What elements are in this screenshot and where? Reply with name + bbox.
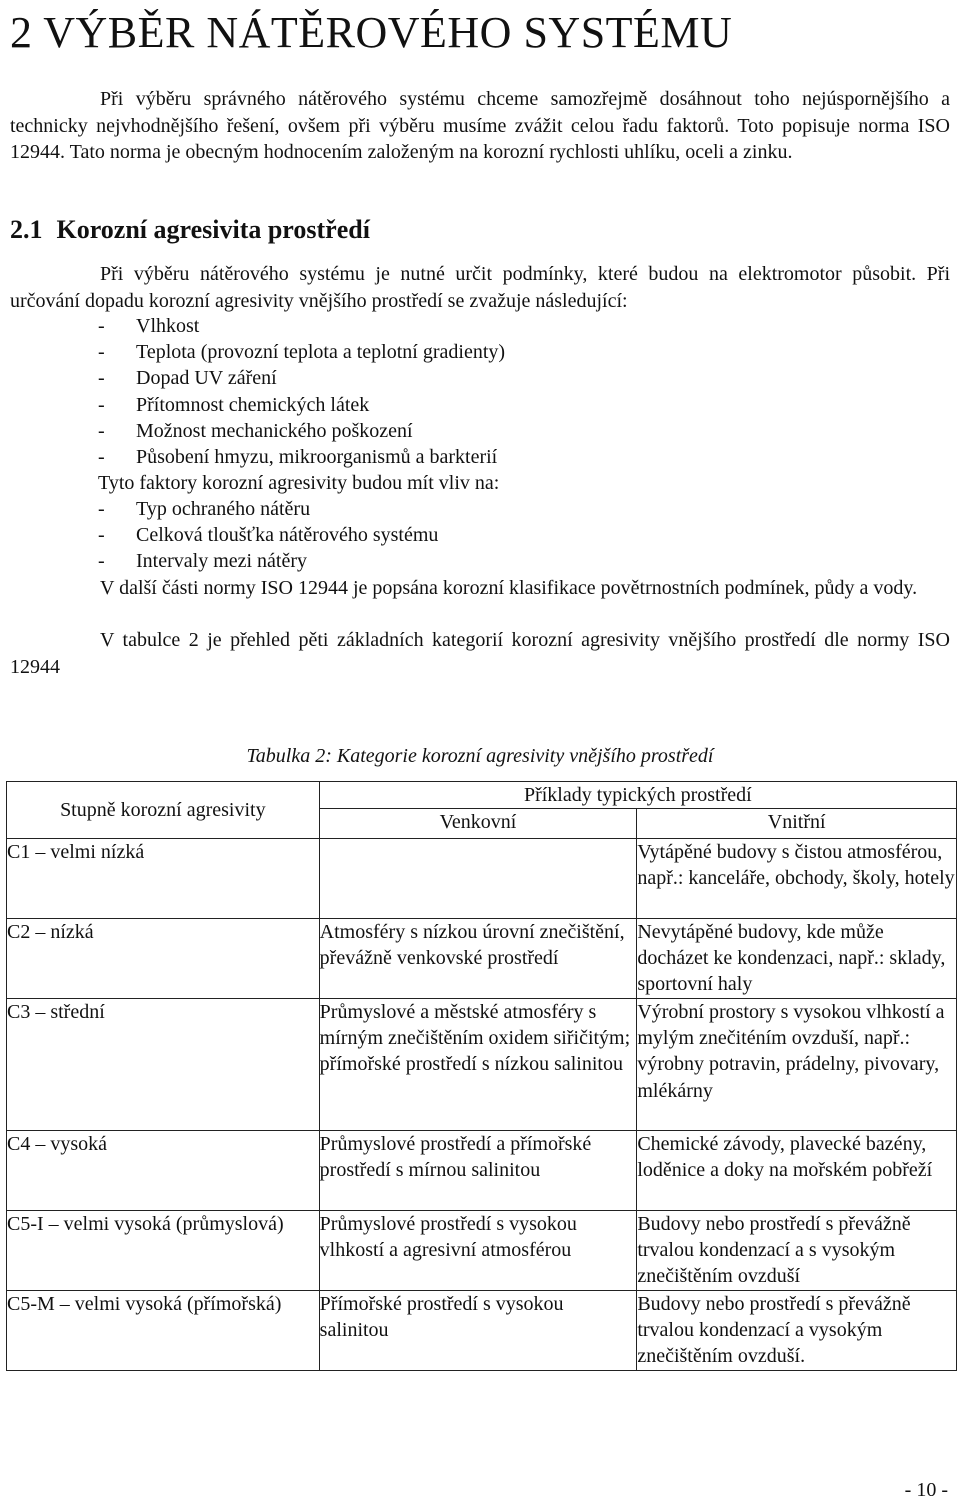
section-heading	[10, 213, 370, 247]
chapter-heading: 2 VÝBĚR NÁTĚROVÉHO SYSTÉMU	[10, 8, 733, 57]
section-paragraph-1-text: Při výběru nátěrového systému je nutné určit podmínky, které budou na elektromotor působit. Při určování dopadu korozní agresivity vnějšího prostředí se zvažuje následující:	[10, 263, 950, 312]
list-item: - Typ ochraného nátěru	[98, 498, 311, 520]
table-header-row	[7, 782, 957, 809]
effects-intro: Tyto faktory korozní agresivity budou mít vliv na:	[98, 472, 500, 494]
list-item: - Vlhkost	[98, 315, 200, 337]
table-row: C5-M – velmi vysoká (přímořská) Přímořské prostředí s vysokou salinitou Budovy nebo prostředí s převážně trvalou kondenzací a vysokým znečištěním ovzduší.	[7, 1291, 957, 1371]
table-row: C5-I – velmi vysoká (průmyslová) Průmyslové prostředí s vysokou vlhkostí a agresivní atmosférou Budovy nebo prostředí s převážně trvalou kondenzací a s vysokým znečištěním ovzduší	[7, 1211, 957, 1291]
section-number: 2.1	[10, 215, 43, 244]
table-row: C3 – střední Průmyslové a městské atmosféry s mírným znečištěním oxidem siřičitým; přímořské prostředí s nízkou salinitou Výrobní prostory s vysokou vlhkostí a mylým znečiténím ovzduší, např.: výrobny potravin, prádelny, pivovary, mlékárny	[7, 999, 957, 1131]
list-item: - Celková tloušťka nátěrového systému	[98, 524, 439, 547]
header-indoor: Vnitřní	[637, 809, 957, 839]
corrosivity-table	[6, 781, 957, 1371]
list-item: - Teplota (provozní teplota a teplotní gradienty)	[98, 341, 506, 364]
list-item: - Přítomnost chemických látek	[98, 393, 370, 416]
page-number: - 10 -	[904, 1479, 948, 1501]
header-degree: Stupně korozní agresivity	[7, 782, 320, 839]
intro-paragraph	[10, 86, 950, 166]
table-caption: Tabulka 2: Kategorie korozní agresivity vnějšího prostředí	[246, 745, 714, 767]
header-outdoor: Venkovní	[319, 809, 637, 839]
list-item: - Intervaly mezi nátěry	[98, 550, 308, 573]
intro-text: Při výběru správného nátěrového systému chceme samozřejmě dosáhnout toho nejúspornějšího a technicky nejvhodnějšího řešení, ovšem při výběru musíme zvážit celou řadu faktorů. Toto popisuje norma ISO 12944. Tato norma je obecným hodnocením založeným na korozní rychlosti uhlíku, oceli a zinku.	[10, 88, 950, 163]
section-paragraph-3: V tabulce 2 je přehled pěti základních kategorií korozní agresivity vnějšího prostředí dle normy ISO 12944	[10, 629, 950, 678]
section-title: Korozní agresivita prostředí	[56, 215, 370, 244]
effects-list	[98, 496, 438, 575]
section-paragraph-2: V další části normy ISO 12944 je popsána korozní klasifikace povětrnostních podmínek, půdy a vody.	[100, 577, 918, 599]
list-item: - Dopad UV záření	[98, 367, 277, 390]
table-row: C4 – vysoká Průmyslové prostředí a přímořské prostředí s mírnou salinitou Chemické závody, plavecké bazény, loděnice a doky na mořském pobřeží	[7, 1131, 957, 1211]
table-row: C1 – velmi nízká Vytápěné budovy s čistou atmosférou, např.: kanceláře, obchody, školy, hotely	[7, 839, 957, 919]
list-item: - Možnost mechanického poškození	[98, 419, 413, 442]
table-row: C2 – nízká Atmosféry s nízkou úrovní znečištění, převážně venkovské prostředí Nevytápěné budovy, kde může docházet ke kondenzaci, např.: sklady, sportovní haly	[7, 919, 957, 999]
section-paragraph-1	[10, 261, 950, 314]
header-examples: Příklady typických prostředí	[319, 782, 956, 809]
list-item: - Působení hmyzu, mikroorganismů a barkterií	[98, 446, 498, 469]
factors-list	[98, 313, 505, 470]
